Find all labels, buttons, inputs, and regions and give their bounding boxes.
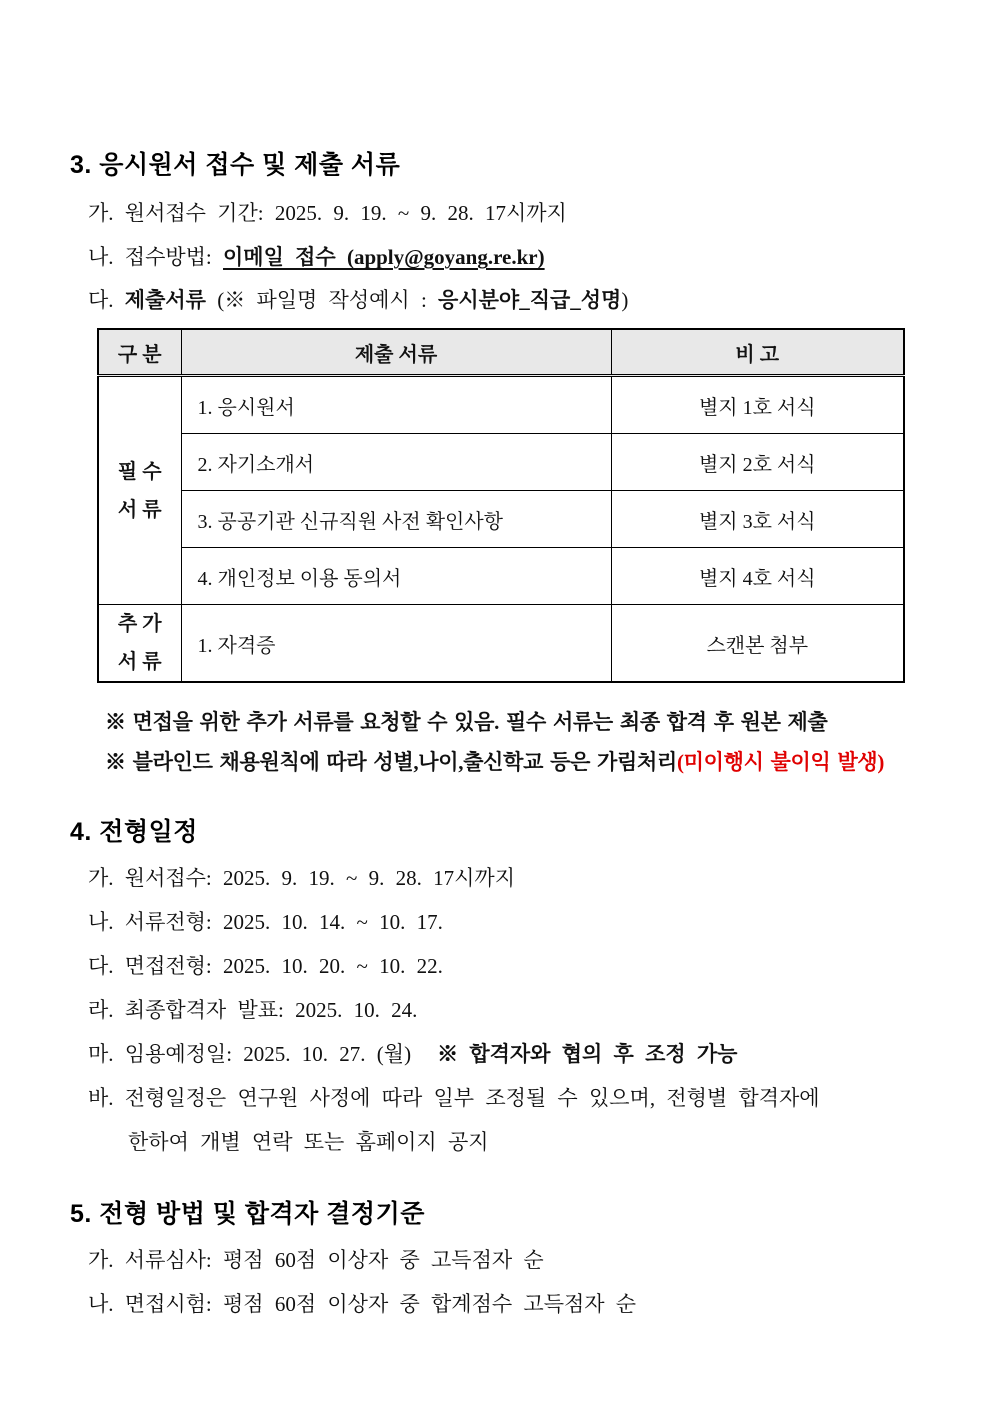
doc-cell: 2. 자기소개서 — [181, 434, 611, 491]
note-cell: 별지 4호 서식 — [611, 548, 904, 605]
sec3-da-label: 제출서류 — [124, 288, 206, 312]
sec4-ma-date: 마. 임용예정일: 2025. 10. 27. (월) — [88, 1042, 412, 1066]
table-row — [98, 548, 904, 605]
sec3-item-submission-method — [88, 242, 992, 272]
sec3-na-prefix: 나. 접수방법: — [88, 245, 224, 269]
doc-cell: 4. 개인정보 이용 동의서 — [181, 548, 611, 605]
doc-cell: 1. 자격증 — [181, 605, 611, 683]
sec4-ba-line2: 한하여 개별 연락 또는 홈페이지 공지 — [128, 1130, 489, 1154]
email-apply-link[interactable]: 이메일 접수 (apply@goyang.re.kr) — [223, 245, 545, 269]
note-cell: 별지 3호 서식 — [611, 491, 904, 548]
sec3-da-prefix: 다. — [88, 288, 125, 312]
table-row — [98, 605, 904, 683]
sec3-item-required-documents — [88, 285, 992, 315]
note-cell: 스캔본 첨부 — [611, 605, 904, 683]
sec3-da-suffix: ) — [621, 288, 629, 312]
sec4-ba-line1: 바. 전형일정은 연구원 사정에 따라 일부 조정될 수 있으며, 전형별 합격자에 — [88, 1086, 820, 1110]
submission-documents-table — [97, 328, 905, 683]
sec3-item-application-period: 가. 원서접수 기간: 2025. 9. 19. ~ 9. 28. 17시까지 — [88, 201, 567, 225]
note-penalty-warning: (미이행시 불이익 발생) — [676, 750, 885, 774]
sec4-item-schedule-change — [88, 1083, 992, 1157]
additional-documents-group-label: 추 가 서 류 — [98, 605, 181, 683]
sec5-item-interview-exam: 나. 면접시험: 평점 60점 이상자 중 합계점수 고득점자 순 — [88, 1292, 637, 1316]
sec4-ma-adjustment-note: ※ 합격자와 협의 후 조정 가능 — [437, 1042, 738, 1066]
section-3-heading: 3. 응시원서 접수 및 제출 서류 — [70, 151, 401, 179]
sec5-item-document-review: 가. 서류심사: 평점 60점 이상자 중 고득점자 순 — [88, 1248, 544, 1272]
section-4-heading: 4. 전형일정 — [70, 818, 198, 846]
note-cell: 별지 2호 서식 — [611, 434, 904, 491]
sec3-da-filename-example: 응시분야_직급_성명 — [438, 288, 622, 312]
sec3-da-note: (※ 파일명 작성예시 : — [205, 288, 439, 312]
table-row — [98, 434, 904, 491]
table-header-row — [98, 329, 904, 376]
sec4-item-document-screening: 나. 서류전형: 2025. 10. 14. ~ 10. 17. — [88, 910, 443, 934]
table-row — [98, 491, 904, 548]
note-additional-documents: ※ 면접을 위한 추가 서류를 요청할 수 있음. 필수 서류는 최종 합격 후 원본 제출 — [105, 710, 828, 734]
header-category: 구 분 — [98, 329, 181, 376]
note-blind-hiring-text: ※ 블라인드 채용원칙에 따라 성별,나이,출신학교 등은 가림처리 — [105, 750, 677, 774]
section-5-heading: 5. 전형 방법 및 합격자 결정기준 — [70, 1200, 425, 1228]
sec4-item-interview: 다. 면접전형: 2025. 10. 20. ~ 10. 22. — [88, 954, 443, 978]
header-documents: 제출 서류 — [181, 329, 611, 376]
header-remarks: 비 고 — [611, 329, 904, 376]
sec4-item-appointment-date — [88, 1039, 992, 1069]
doc-cell: 1. 응시원서 — [181, 376, 611, 434]
sec4-item-final-announcement: 라. 최종합격자 발표: 2025. 10. 24. — [88, 998, 418, 1022]
doc-cell: 3. 공공기관 신규직원 사전 확인사항 — [181, 491, 611, 548]
sec4-item-application: 가. 원서접수: 2025. 9. 19. ~ 9. 28. 17시까지 — [88, 866, 515, 890]
note-blind-hiring — [105, 747, 992, 777]
note-cell: 별지 1호 서식 — [611, 376, 904, 434]
required-documents-group-label: 필 수 서 류 — [98, 376, 181, 605]
table-row — [98, 376, 904, 434]
